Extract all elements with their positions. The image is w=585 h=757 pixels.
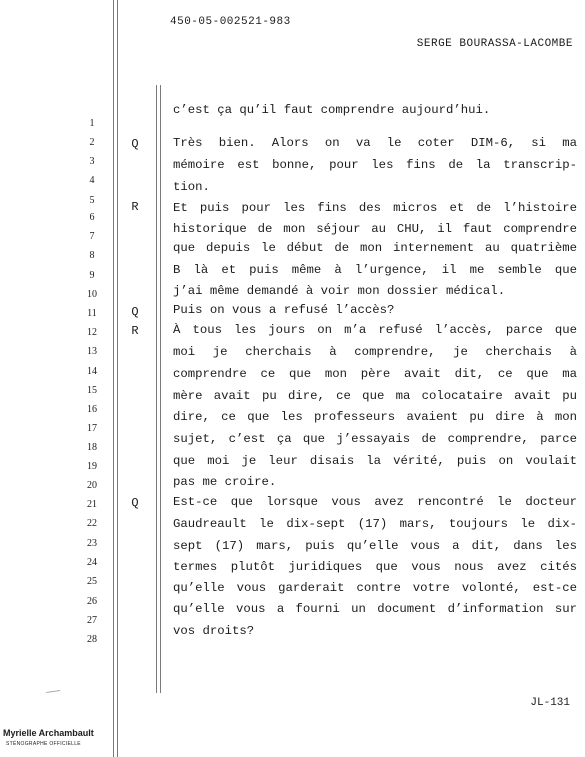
line-text: mémoire est bonne, pour les fins de la transcrip- bbox=[173, 158, 577, 172]
line-text: Est-ce que lorsque vous avez rencontré le docteur bbox=[173, 495, 577, 509]
line-text: que moi je leur disais la vérité, puis on voulait bbox=[173, 454, 577, 468]
line-number: 3 bbox=[89, 156, 95, 167]
line-number: 26 bbox=[87, 596, 97, 607]
line-text: sujet, c’est ça que j’essayais de comprendre, parce bbox=[173, 432, 577, 446]
line-number: 20 bbox=[87, 480, 97, 491]
line-number: 10 bbox=[87, 289, 97, 300]
line-number: 6 bbox=[89, 212, 95, 223]
line-number: 5 bbox=[89, 195, 95, 206]
line-number: 25 bbox=[87, 576, 97, 587]
line-text: comprendre ce que mon père avait dit, ce que ma bbox=[173, 367, 577, 381]
line-number: 28 bbox=[87, 634, 97, 645]
line-number: 27 bbox=[87, 615, 97, 626]
line-text: Très bien. Alors on va le coter DIM-6, si ma bbox=[173, 136, 577, 150]
line-number: 16 bbox=[87, 404, 97, 415]
line-text: vos droits? bbox=[173, 624, 255, 638]
line-number: 14 bbox=[87, 366, 97, 377]
line-number: 9 bbox=[89, 270, 95, 281]
line-text: Puis on vous a refusé l’accès? bbox=[173, 303, 395, 317]
margin-rule-left-inner bbox=[117, 0, 118, 757]
line-number: 7 bbox=[89, 231, 95, 242]
speaker-label: Q bbox=[131, 305, 139, 319]
line-text: qu’elle vous a fourni un document d’information sur bbox=[173, 602, 577, 616]
line-number: 24 bbox=[87, 557, 97, 568]
line-number: 18 bbox=[87, 442, 97, 453]
line-text: Gaudreault le dix-sept (17) mars, toujours le dix- bbox=[173, 517, 577, 531]
line-text: Et puis pour les fins des micros et de l’histoire bbox=[173, 201, 577, 215]
line-text: tion. bbox=[173, 180, 210, 194]
page-code: JL-131 bbox=[530, 697, 570, 709]
line-number: 1 bbox=[89, 118, 95, 129]
line-number: 2 bbox=[89, 137, 95, 148]
margin-rule-text-inner bbox=[160, 85, 161, 693]
line-number: 19 bbox=[87, 461, 97, 472]
line-number: 22 bbox=[87, 518, 97, 529]
line-text: mère avait pu dire, ce que ma colocataire avait pu bbox=[173, 389, 577, 403]
line-text: À tous les jours on m’a refusé l’accès, parce que bbox=[173, 323, 577, 337]
line-text: B là et puis même à l’urgence, il me semble que bbox=[173, 263, 577, 277]
stenographer-stamp-name: Myrielle Archambault bbox=[3, 728, 94, 738]
scan-mark bbox=[46, 687, 60, 693]
speaker-label: R bbox=[131, 324, 139, 338]
line-number: 21 bbox=[87, 499, 97, 510]
line-number: 13 bbox=[87, 346, 97, 357]
line-number: 11 bbox=[87, 308, 97, 319]
speaker-label: Q bbox=[131, 496, 139, 510]
line-number: 4 bbox=[89, 175, 95, 186]
line-text: c’est ça qu’il faut comprendre aujourd’hui. bbox=[173, 103, 491, 117]
line-text: moi je cherchais à comprendre, je cherchais à bbox=[173, 345, 577, 359]
line-text: que depuis le début de mon internement au quatrième bbox=[173, 241, 577, 255]
line-text: qu’elle vous garderait contre votre volonté, est-ce bbox=[173, 581, 577, 595]
line-text: j’ai même demandé à voir mon dossier médical. bbox=[173, 284, 506, 298]
stenographer-stamp-title: STÉNOGRAPHE OFFICIELLE bbox=[6, 741, 81, 747]
line-text: pas me croire. bbox=[173, 475, 277, 489]
speaker-label: Q bbox=[131, 137, 139, 151]
line-text: dire, ce que les professeurs avaient pu dire à mon bbox=[173, 410, 577, 424]
line-number: 23 bbox=[87, 538, 97, 549]
line-number: 8 bbox=[89, 250, 95, 261]
line-number: 17 bbox=[87, 423, 97, 434]
witness-name: SERGE BOURASSA-LACOMBE bbox=[416, 38, 573, 50]
line-text: sept (17) mars, puis qu’elle vous a dit, dans les bbox=[173, 539, 577, 553]
line-text: termes plutôt juridiques que vous nous avez cités bbox=[173, 560, 577, 574]
margin-rule-left bbox=[113, 0, 114, 757]
line-number: 15 bbox=[87, 385, 97, 396]
file-number: 450-05-002521-983 bbox=[170, 16, 291, 28]
line-number: 12 bbox=[87, 327, 97, 338]
line-text: historique de mon séjour au CHU, il faut comprendre bbox=[173, 222, 577, 236]
margin-rule-text bbox=[156, 85, 157, 693]
speaker-label: R bbox=[131, 200, 139, 214]
